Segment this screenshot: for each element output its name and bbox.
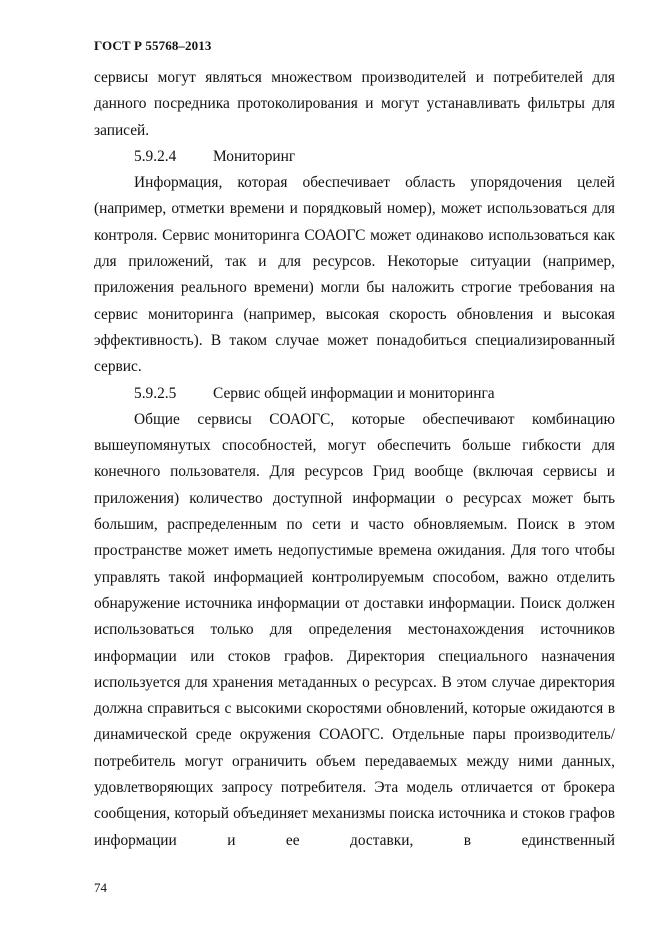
paragraph-common-services: Общие сервисы СОАОГС, которые обеспечивают комбинацию вышеупомянутых способностей, могут обеспечить больше гибкости для конечного пользователя. Для ресурсов Грид вообще (включая сервисы и приложения) количество доступной информации о ресурсах может быть большим, распределенным по сети и часто обновляемым. Поиск в этом пространстве может иметь недопустимые времена ожидания. Для того чтобы управлять такой информацией контролируемым способом, важно отделить обнаружение источника информации от доставки информации. Поиск должен использоваться только для определения местонахождения источников информации или стоков графов. Директория специального назначения используется для хранения метаданных о ресурсах. В этом случае директория должна справиться с высокими скоростями обновлений, которые ожидаются в динамической среде окружения СОАОГС. Отдельные пары производитель/потребитель могут ограничить объем передаваемых между ними данных, удовлетворяющих запросу потребителя. Эта модель отличается от брокера сообщения, который объединяет механизмы поиска источника и стоков графов информации и ее доставки, в единственный — [94, 410, 615, 849]
section-title: Мониторинг — [213, 147, 296, 165]
page-body — [94, 65, 615, 854]
section-title: Сервис общей информации и мониторинга — [213, 384, 495, 402]
section-number: 5.9.2.4 — [134, 147, 177, 165]
section-heading-5-9-2-4 — [94, 144, 615, 170]
document-header: ГОСТ Р 55768–2013 — [94, 38, 212, 53]
paragraph-monitoring: Информация, которая обеспечивает область упорядочения целей (например, отметки времени и порядковый номер), может использоваться для контроля. Сервис мониторинга СОАОГС может одинаково использоваться как для приложений, так и для ресурсов. Некоторые ситуации (например, приложения реального времени) могли бы наложить строгие требования на сервис мониторинга (например, высокая скорость обновления и высокая эффективность). В таком случае может понадобиться специализированный сервис. — [94, 174, 615, 376]
paragraph-continuation: сервисы могут являться множеством производителей и потребителей для данного посредника протоколирования и могут устанавливать фильтры для записей. — [94, 69, 615, 139]
page-number: 74 — [94, 880, 107, 895]
section-heading-5-9-2-5 — [94, 381, 615, 407]
section-number: 5.9.2.5 — [134, 384, 177, 402]
